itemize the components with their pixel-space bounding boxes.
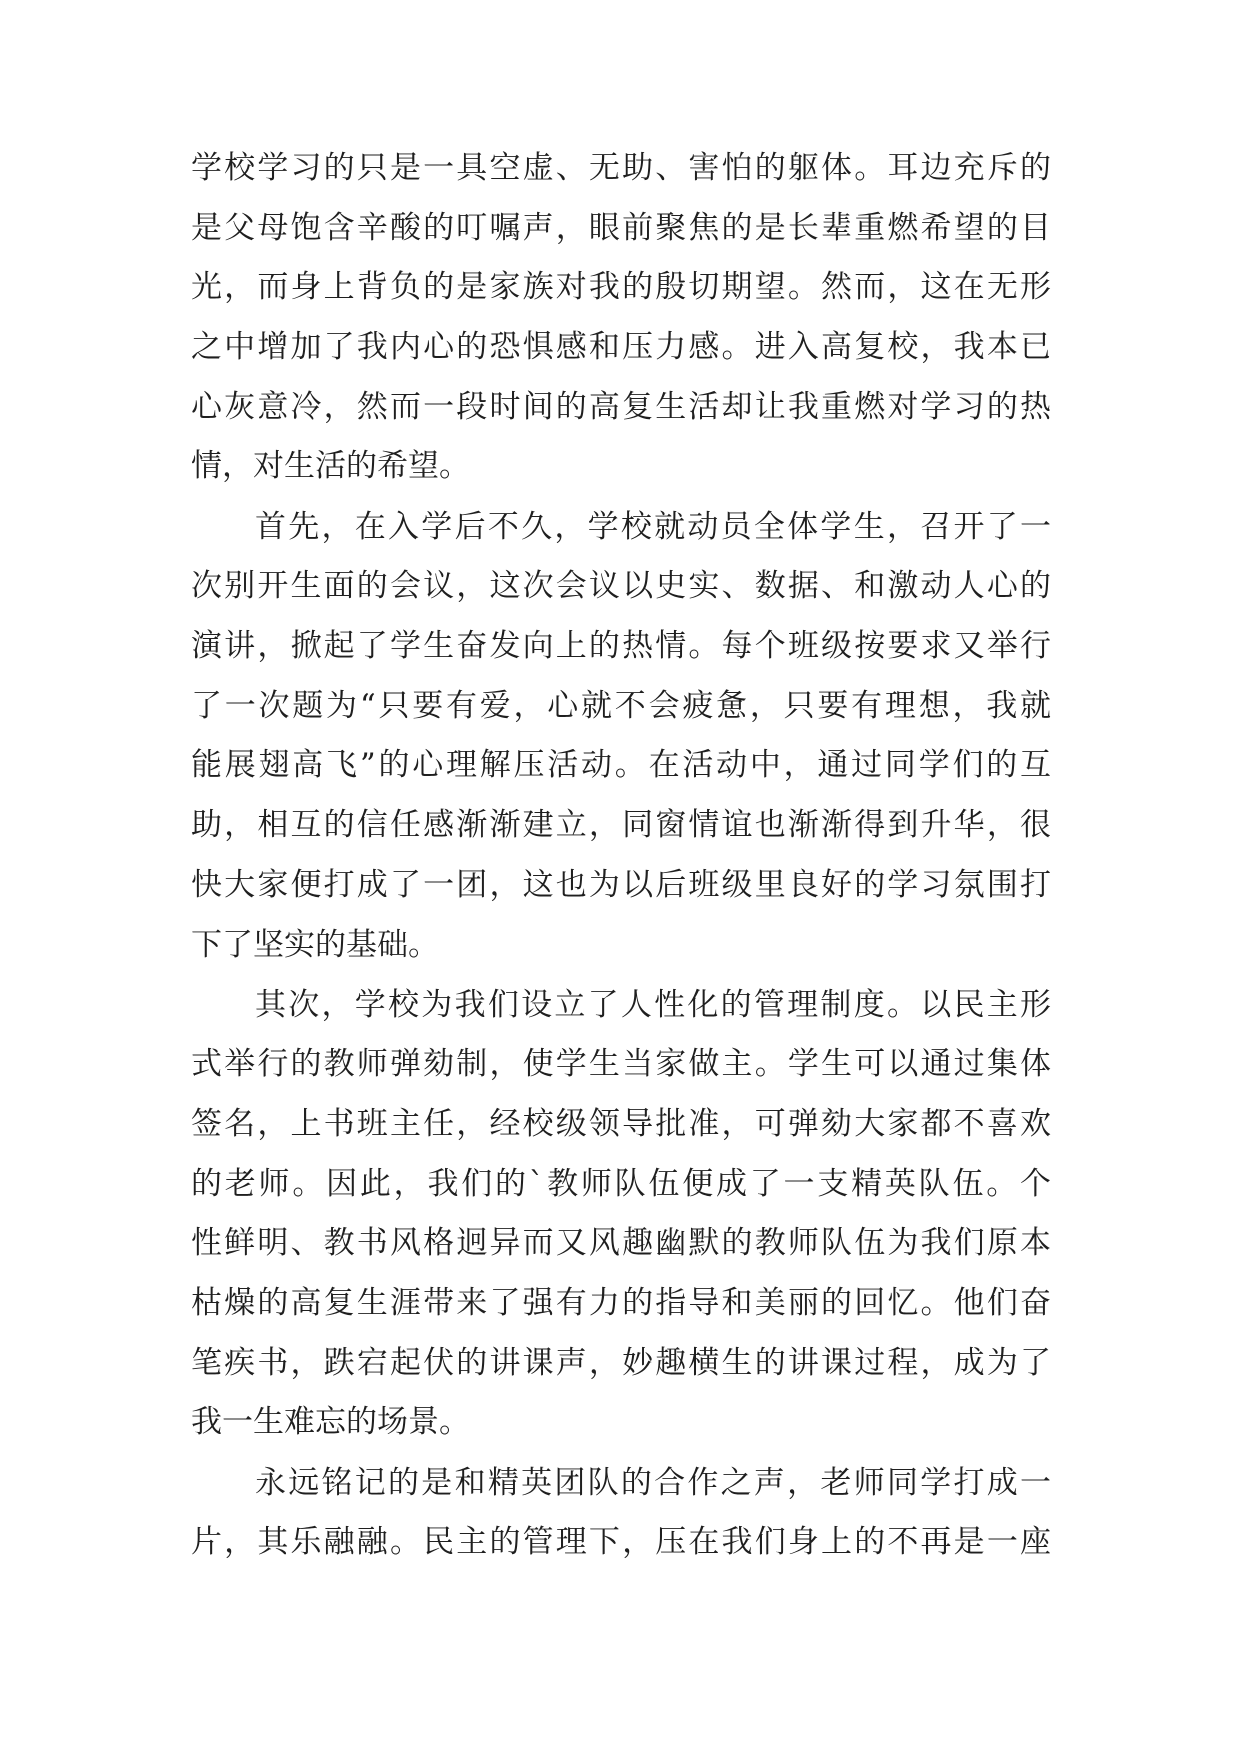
text-line: 助，相互的信任感渐渐建立，同窗情谊也渐渐得到升华，很: [191, 807, 1051, 843]
text-line: 能展翅高飞”的心理解压活动。在活动中，通过同学们的互: [191, 747, 1051, 783]
text-line: 学校学习的只是一具空虚、无助、害怕的躯体。耳边充斥的: [191, 150, 1051, 186]
text-line: 次别开生面的会议，这次会议以史实、数据、和激动人心的: [191, 568, 1051, 604]
text-line: 签名，上书班主任，经校级领导批准，可弹劾大家都不喜欢: [191, 1106, 1051, 1142]
text-line: 演讲，掀起了学生奋发向上的热情。每个班级按要求又举行: [191, 628, 1051, 664]
text-line: 其次，学校为我们设立了人性化的管理制度。以民主形: [255, 987, 1051, 1023]
text-line: 快大家便打成了一团，这也为以后班级里良好的学习氛围打: [191, 867, 1051, 903]
text-line: 是父母饱含辛酸的叮嘱声，眼前聚焦的是长辈重燃希望的目: [191, 210, 1051, 246]
text-line: 心灰意冷，然而一段时间的高复生活却让我重燃对学习的热: [191, 389, 1051, 425]
text-line: 性鲜明、教书风格迥异而又风趣幽默的教师队伍为我们原本: [191, 1225, 1051, 1261]
text-line: 的老师。因此，我们的`教师队伍便成了一支精英队伍。个: [191, 1166, 1051, 1202]
text-line: 了一次题为“只要有爱，心就不会疲惫，只要有理想，我就: [191, 688, 1051, 724]
text-line: 式举行的教师弹劾制，使学生当家做主。学生可以通过集体: [191, 1046, 1051, 1082]
text-line: 下了坚实的基础。: [191, 927, 439, 963]
text-line: 片，其乐融融。民主的管理下，压在我们身上的不再是一座: [191, 1524, 1051, 1560]
text-line: 之中增加了我内心的恐惧感和压力感。进入高复校，我本已: [191, 329, 1051, 365]
text-line: 光，而身上背负的是家族对我的殷切期望。然而，这在无形: [191, 269, 1051, 305]
text-line: 我一生难忘的场景。: [191, 1404, 470, 1440]
text-line: 枯燥的高复生涯带来了强有力的指导和美丽的回忆。他们奋: [191, 1285, 1051, 1321]
text-line: 永远铭记的是和精英团队的合作之声，老师同学打成一: [255, 1465, 1051, 1501]
text-line: 笔疾书，跌宕起伏的讲课声，妙趣横生的讲课过程，成为了: [191, 1345, 1051, 1381]
text-line: 情，对生活的希望。: [191, 448, 470, 484]
text-line: 首先，在入学后不久，学校就动员全体学生，召开了一: [255, 509, 1051, 545]
